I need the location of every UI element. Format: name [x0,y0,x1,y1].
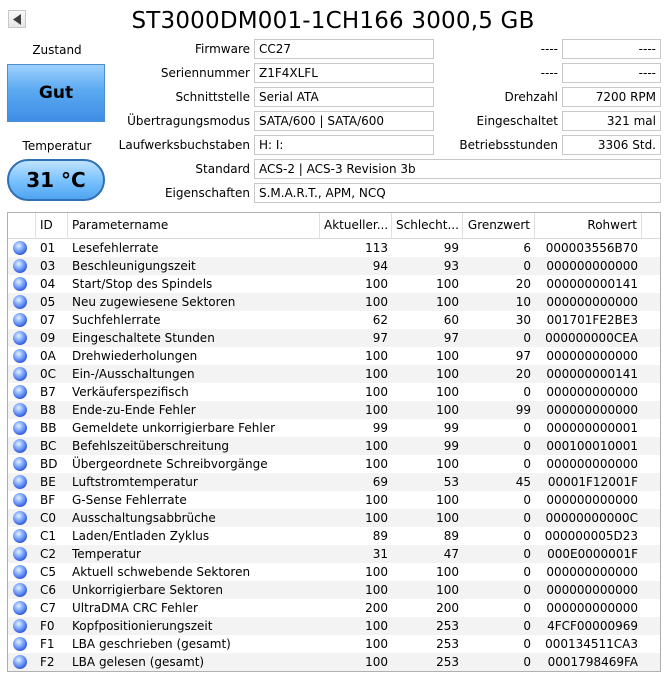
attribute-threshold: 0 [523,637,531,651]
attribute-raw: 000000000141 [546,277,638,291]
attribute-worst: 93 [443,259,459,273]
attribute-worst: 253 [436,619,459,633]
status-dot-icon [13,277,27,291]
attribute-id: C7 [40,601,57,615]
table-row[interactable] [8,455,660,473]
attribute-name: Ein-/Ausschaltungen [72,367,195,381]
attribute-worst: 100 [436,277,459,291]
attribute-current: 100 [365,457,388,471]
attribute-raw: 000000000000 [546,295,638,309]
attribute-id: F0 [40,619,55,633]
attribute-threshold: 0 [523,547,531,561]
attribute-id: B7 [40,385,56,399]
attribute-raw: 000000005D23 [544,529,638,543]
attribute-id: 03 [40,259,56,273]
attribute-worst: 253 [436,655,459,669]
attribute-name: Laden/Entladen Zyklus [72,529,210,543]
attribute-current: 31 [372,547,388,561]
rotation-rate-label: Drehzahl [504,90,558,104]
attribute-threshold: 0 [523,583,531,597]
attribute-name: LBA gelesen (gesamt) [72,655,205,669]
attribute-threshold: 99 [515,403,531,417]
attribute-worst: 100 [436,493,459,507]
attribute-id: C2 [40,547,57,561]
attribute-raw: 000000000000 [546,583,638,597]
attribute-worst: 99 [443,421,459,435]
table-row[interactable] [8,509,660,527]
features-field[interactable]: S.M.A.R.T., APM, NCQ [254,183,661,203]
attribute-name: Beschleunigungszeit [72,259,196,273]
standard-field[interactable]: ACS-2 | ACS-3 Revision 3b [254,159,661,179]
attribute-raw: 000E0000001F [547,547,638,561]
attribute-worst: 200 [436,601,459,615]
attribute-threshold: 0 [523,457,531,471]
attribute-name: Verkäuferspezifisch [72,385,189,399]
attribute-threshold: 97 [515,349,531,363]
attribute-threshold: 0 [523,619,531,633]
attribute-id: BE [40,475,56,489]
features-label: Eigenschaften [164,186,250,200]
attribute-worst: 100 [436,349,459,363]
temperature-label: Temperatur [22,139,92,153]
drive-letters-field[interactable]: H: I: [254,135,434,155]
table-body [8,239,660,671]
power-on-count-label: Eingeschaltet [476,114,558,128]
attribute-current: 100 [365,385,388,399]
attribute-current: 100 [365,403,388,417]
transfer-mode-label: Übertragungsmodus [127,114,250,128]
attribute-worst: 100 [436,457,459,471]
attribute-threshold: 0 [523,385,531,399]
attribute-id: C1 [40,529,57,543]
status-dot-icon [13,475,27,489]
status-dot-icon [13,511,27,525]
power-on-hours-label: Betriebsstunden [459,138,558,152]
status-dot-icon [13,367,27,381]
status-dot-icon [13,349,27,363]
attribute-threshold: 0 [523,331,531,345]
attribute-name: Aktuell schwebende Sektoren [72,565,251,579]
attribute-id: B8 [40,403,56,417]
attribute-id: BF [40,493,56,507]
attribute-name: Luftstromtemperatur [72,475,198,489]
status-dot-icon [13,331,27,345]
attribute-name: Suchfehlerrate [72,313,161,327]
column-header-status[interactable] [8,213,36,238]
attribute-threshold: 20 [515,277,531,291]
attribute-worst: 100 [436,583,459,597]
column-header-name[interactable]: Parametername [68,213,320,238]
attribute-id: 04 [40,277,56,291]
attribute-current: 100 [365,619,388,633]
attribute-threshold: 0 [523,511,531,525]
attribute-name: Drehwiederholungen [72,349,198,363]
attribute-worst: 100 [436,385,459,399]
column-header-id[interactable]: ID [36,213,68,238]
attribute-id: 05 [40,295,56,309]
column-header-raw[interactable]: Rohwert [535,213,642,238]
attribute-name: Kopfpositionierungszeit [72,619,213,633]
attribute-id: 07 [40,313,56,327]
status-dot-icon [13,529,27,543]
table-row[interactable] [8,275,660,293]
standard-label: Standard [195,162,250,176]
status-dot-icon [13,583,27,597]
attribute-name: Übergeordnete Schreibvorgänge [72,457,268,471]
transfer-mode-field[interactable]: SATA/600 | SATA/600 [254,111,434,131]
attribute-raw: 000000000000 [546,601,638,615]
attribute-current: 100 [365,511,388,525]
attribute-threshold: 0 [523,493,531,507]
attribute-worst: 99 [443,241,459,255]
table-row[interactable] [8,635,660,653]
attribute-raw: 000000000000 [546,385,638,399]
attribute-name: LBA geschrieben (gesamt) [72,637,231,651]
status-dot-icon [13,241,27,255]
attribute-current: 100 [365,637,388,651]
status-dot-icon [13,385,27,399]
attribute-threshold: 0 [523,439,531,453]
attribute-worst: 53 [443,475,459,489]
attribute-current: 100 [365,439,388,453]
drive-title: ST3000DM001-1CH166 3000,5 GB [131,8,535,34]
table-row[interactable] [8,617,660,635]
attribute-raw: 0001798469FA [547,655,638,669]
attribute-threshold: 0 [523,259,531,273]
attribute-threshold: 0 [523,529,531,543]
attribute-threshold: 30 [515,313,531,327]
unused-field-1[interactable]: ---- [562,39,661,59]
attribute-worst: 100 [436,403,459,417]
attribute-raw: 000000000000 [546,349,638,363]
status-dot-icon [13,601,27,615]
attribute-current: 200 [365,601,388,615]
attribute-id: 0A [40,349,56,363]
attribute-raw: 4FCF00000969 [547,619,638,633]
attribute-name: UltraDMA CRC Fehler [72,601,198,615]
attribute-worst: 47 [443,547,459,561]
attribute-current: 100 [365,655,388,669]
attribute-worst: 97 [443,331,459,345]
attribute-id: F1 [40,637,55,651]
status-dot-icon [13,493,27,507]
attribute-current: 100 [365,349,388,363]
attribute-name: Ausschaltungsabbrüche [72,511,216,525]
serial-label: Seriennummer [160,66,250,80]
unused-label-2: ---- [540,66,558,80]
status-dot-icon [13,655,27,669]
attribute-id: BB [40,421,57,435]
attribute-current: 100 [365,493,388,507]
power-on-count-field[interactable]: 321 mal [562,111,661,131]
table-row[interactable] [8,527,660,545]
attribute-threshold: 0 [523,421,531,435]
table-row[interactable] [8,383,660,401]
attribute-name: Ende-zu-Ende Fehler [72,403,196,417]
table-row[interactable] [8,311,660,329]
attribute-id: 09 [40,331,56,345]
interface-field[interactable]: Serial ATA [254,87,434,107]
attribute-worst: 100 [436,367,459,381]
interface-label: Schnittstelle [175,90,250,104]
attribute-worst: 100 [436,295,459,309]
table-row[interactable] [8,293,660,311]
attribute-threshold: 0 [523,565,531,579]
status-dot-icon [13,313,27,327]
attribute-threshold: 6 [523,241,531,255]
status-dot-icon [13,619,27,633]
attribute-raw: 000000000000 [546,493,638,507]
attribute-current: 62 [372,313,388,327]
attribute-name: Neu zugewiesene Sektoren [72,295,236,309]
unused-label-1: ---- [540,42,558,56]
attribute-threshold: 45 [515,475,531,489]
attribute-current: 100 [365,565,388,579]
attribute-worst: 100 [436,511,459,525]
attribute-raw: 000100010001 [546,439,638,453]
rotation-rate-field[interactable]: 7200 RPM [562,87,661,107]
attribute-raw: 000000000001 [546,421,638,435]
attribute-name: Eingeschaltete Stunden [72,331,215,345]
table-row[interactable] [8,437,660,455]
attribute-threshold: 20 [515,367,531,381]
attribute-worst: 60 [443,313,459,327]
table-row[interactable] [8,419,660,437]
status-dot-icon [13,421,27,435]
attribute-id: C0 [40,511,57,525]
table-row[interactable] [8,401,660,419]
table-row[interactable] [8,581,660,599]
power-on-hours-field[interactable]: 3306 Std. [562,135,661,155]
attribute-current: 94 [372,259,388,273]
table-row[interactable] [8,347,660,365]
table-row[interactable] [8,563,660,581]
attribute-id: BC [40,439,57,453]
attribute-name: Temperatur [72,547,141,561]
temperature-badge[interactable]: 31 °C [7,159,105,201]
attribute-current: 97 [372,331,388,345]
status-dot-icon [13,547,27,561]
unused-field-2[interactable]: ---- [562,63,661,83]
attribute-raw: 00000000000C [545,511,638,525]
attribute-raw: 001701FE2BE3 [546,313,638,327]
attribute-name: Lesefehlerrate [72,241,159,255]
attribute-current: 100 [365,367,388,381]
table-row[interactable] [8,599,660,617]
attribute-raw: 000134511CA3 [545,637,638,651]
attribute-current: 113 [365,241,388,255]
attribute-raw: 00001F12001F [547,475,638,489]
table-row[interactable] [8,257,660,275]
attribute-raw: 000000000CEA [545,331,638,345]
status-dot-icon [13,637,27,651]
attribute-threshold: 0 [523,655,531,669]
table-row[interactable] [8,329,660,347]
attribute-id: C6 [40,583,57,597]
status-dot-icon [13,565,27,579]
attribute-id: F2 [40,655,55,669]
column-header-current[interactable]: Aktueller... [320,213,392,238]
serial-field[interactable]: Z1F4XLFL [254,63,434,83]
attribute-name: Gemeldete unkorrigierbare Fehler [72,421,276,435]
attribute-worst: 99 [443,439,459,453]
attribute-id: BD [40,457,58,471]
attribute-threshold: 10 [515,295,531,309]
attribute-raw: 000000000000 [546,259,638,273]
table-row[interactable] [8,365,660,383]
table-row[interactable] [8,545,660,563]
attribute-name: Befehlszeitüberschreitung [72,439,230,453]
attribute-threshold: 0 [523,601,531,615]
attribute-raw: 000000000000 [546,565,638,579]
attribute-current: 99 [372,421,388,435]
smart-attributes-table[interactable] [7,212,661,672]
attribute-current: 100 [365,295,388,309]
attribute-current: 100 [365,583,388,597]
table-row[interactable] [8,653,660,671]
table-row[interactable] [8,239,660,257]
drive-letters-label: Laufwerksbuchstaben [118,138,250,152]
firmware-field[interactable]: CC27 [254,39,434,59]
attribute-id: C5 [40,565,57,579]
status-dot-icon [13,439,27,453]
firmware-label: Firmware [195,42,250,56]
attribute-raw: 000003556B70 [545,241,638,255]
attribute-name: Unkorrigierbare Sektoren [72,583,224,597]
table-row[interactable] [8,491,660,509]
attribute-worst: 100 [436,565,459,579]
attribute-raw: 000000000000 [546,457,638,471]
attribute-raw: 000000000141 [546,367,638,381]
attribute-current: 69 [372,475,388,489]
attribute-current: 89 [372,529,388,543]
attribute-worst: 253 [436,637,459,651]
table-row[interactable] [8,473,660,491]
attribute-id: 01 [40,241,56,255]
column-header-threshold[interactable]: Grenzwert [463,213,535,238]
attribute-id: 0C [40,367,57,381]
attribute-current: 100 [365,277,388,291]
status-dot-icon [13,403,27,417]
status-dot-icon [13,259,27,273]
status-dot-icon [13,457,27,471]
attribute-name: G-Sense Fehlerrate [72,493,187,507]
attribute-worst: 89 [443,529,459,543]
status-dot-icon [13,295,27,309]
attribute-name: Start/Stop des Spindels [72,277,213,291]
column-header-worst[interactable]: Schlecht... [392,213,463,238]
health-status-badge[interactable]: Gut [7,64,105,122]
health-status-label: Zustand [32,43,82,57]
attribute-raw: 000000000000 [546,403,638,417]
table-header [8,213,660,239]
